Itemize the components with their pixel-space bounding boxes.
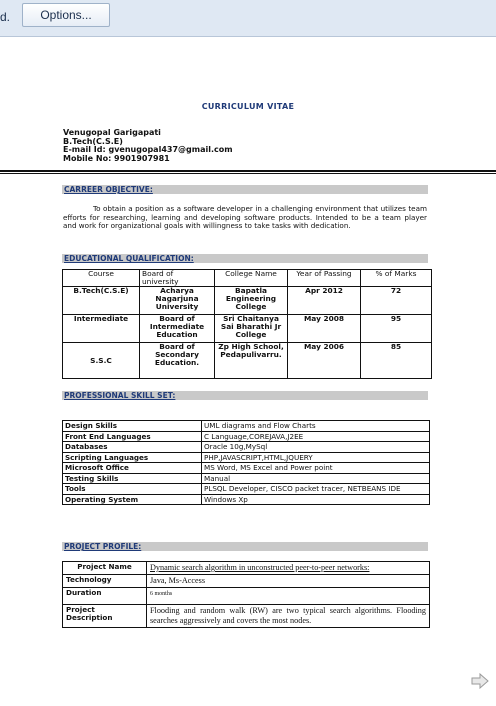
table-row (63, 452, 430, 463)
skill-value: UML diagrams and Flow Charts (202, 421, 430, 432)
options-button[interactable]: Options... (22, 3, 110, 27)
table-header: Course (63, 270, 140, 287)
table-header: College Name (215, 270, 288, 287)
project-label: Duration (63, 588, 147, 605)
project-value: Dynamic search algorithm in unconstructed peer-to-peer networks: (147, 562, 430, 575)
skill-label: Design Skills (63, 421, 202, 432)
table-row (63, 315, 432, 343)
divider (0, 170, 496, 172)
table-row (63, 431, 430, 442)
table-row (63, 575, 430, 588)
table-row (63, 421, 430, 432)
contact-degree: B.Tech(C.S.E) (63, 136, 123, 146)
project-label: Technology (63, 575, 147, 588)
section-heading-education: EDUCATIONAL QUALIFICATION: (62, 254, 428, 263)
document-page (0, 37, 496, 706)
education-table (62, 269, 432, 379)
table-row (63, 343, 432, 379)
skill-value: C Language,COREJAVA,J2EE (202, 431, 430, 442)
skill-label: Front End Languages (63, 431, 202, 442)
project-label: Project Name (63, 562, 147, 575)
table-cell: S.S.C (63, 343, 140, 379)
page-title: CURRICULUM VITAE (201, 102, 295, 111)
table-header-row (63, 270, 432, 287)
skill-value: Windows Xp (202, 494, 430, 505)
contact-mobile: Mobile No: 9901907981 (63, 153, 170, 163)
project-label: Project Description (63, 605, 147, 628)
table-row (63, 287, 432, 315)
table-cell: 72 (361, 287, 432, 315)
toolbar-stub-label[interactable]: d. (0, 10, 11, 24)
table-cell: Acharya Nagarjuna University (140, 287, 215, 315)
table-row (63, 494, 430, 505)
skill-label: Microsoft Office (63, 463, 202, 474)
table-row (63, 562, 430, 575)
skill-label: Scripting Languages (63, 452, 202, 463)
table-row (63, 588, 430, 605)
skill-value: Manual (202, 473, 430, 484)
project-value: Java, Ms-Access (147, 575, 430, 588)
contact-name: Venugopal Garigapati (63, 128, 161, 137)
table-cell: Bapatla Engineering College (215, 287, 288, 315)
project-value: 6 months (147, 588, 430, 605)
table-cell: B.Tech(C.S.E) (63, 287, 140, 315)
table-cell: Apr 2012 (288, 287, 361, 315)
section-heading-project: PROJECT PROFILE: (62, 542, 428, 551)
table-cell: 85 (361, 343, 432, 379)
table-row (63, 605, 430, 628)
project-value: Flooding and random walk (RW) are two typical search algorithms. Flooding searches aggressively and covers the most nodes. (147, 605, 430, 628)
table-cell: May 2008 (288, 315, 361, 343)
table-cell: Sri Chaitanya Sai Bharathi Jr College (215, 315, 288, 343)
skill-value: PHP,JAVASCRIPT,HTML,JQUERY (202, 452, 430, 463)
table-row (63, 484, 430, 495)
section-heading-objective: CARREER OBJECTIVE: (62, 185, 428, 194)
skill-label: Tools (63, 484, 202, 495)
table-header: Board of university (140, 270, 215, 287)
table-cell: Board of Intermediate Education (140, 315, 215, 343)
objective-text: To obtain a position as a software developer in a challenging environment that utilizes team efforts for researching, learning and developing software products. Intended to be a team player and work for organizational goals with willingness to take tasks with dedication. (63, 204, 427, 230)
skills-table (62, 420, 430, 505)
skill-label: Operating System (63, 494, 202, 505)
table-header: % of Marks (361, 270, 432, 287)
table-header: Year of Passing (288, 270, 361, 287)
toolbar (0, 0, 496, 37)
skill-label: Testing Skills (63, 473, 202, 484)
table-cell: Intermediate (63, 315, 140, 343)
section-heading-skills: PROFESSIONAL SKILL SET: (62, 391, 428, 400)
table-cell: 95 (361, 315, 432, 343)
table-row (63, 442, 430, 453)
skill-value: PLSQL Developer, CISCO packet tracer, NETBEANS IDE (202, 484, 430, 495)
table-cell: Board of Secondary Education. (140, 343, 215, 379)
divider (0, 173, 496, 174)
project-table (62, 561, 430, 628)
table-row (63, 473, 430, 484)
table-row (63, 463, 430, 474)
contact-email: E-mail Id: gvenugopal437@gmail.com (63, 145, 233, 154)
skill-label: Databases (63, 442, 202, 453)
table-cell: Zp High School, Pedapulivarru. (215, 343, 288, 379)
skill-value: Oracle 10g,MySql (202, 442, 430, 453)
skill-value: MS Word, MS Excel and Power point (202, 463, 430, 474)
contact-block (63, 129, 233, 163)
next-arrow-icon[interactable] (470, 673, 490, 689)
table-cell: May 2006 (288, 343, 361, 379)
